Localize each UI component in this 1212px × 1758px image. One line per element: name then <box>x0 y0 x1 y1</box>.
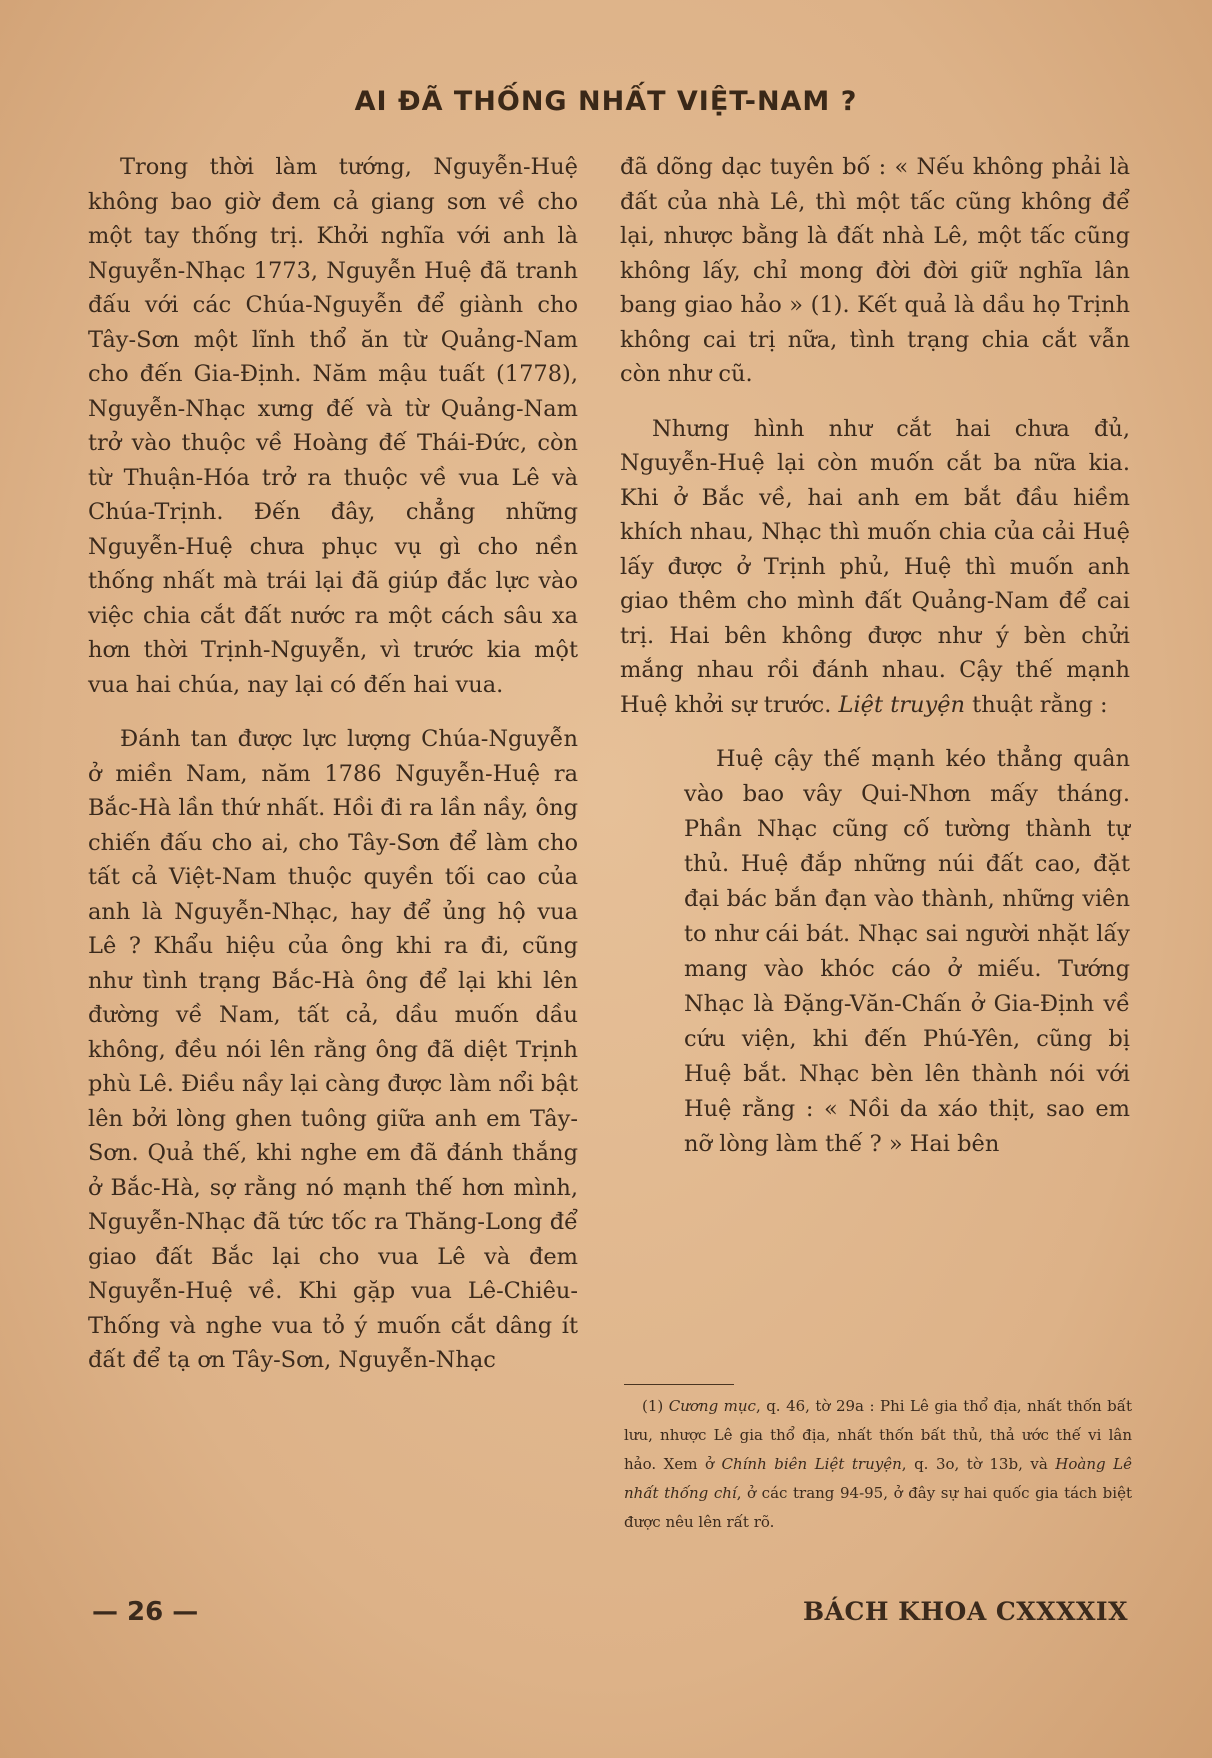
page-title: AI ĐÃ THỐNG NHẤT VIỆT-NAM ? <box>354 86 858 117</box>
footnote <box>624 1392 1132 1537</box>
footnote-text: , q. 3o, tờ 13b, và <box>901 1455 1048 1473</box>
block-quote: Huệ cậy thế mạnh kéo thẳng quân vào bao vây Qui-Nhơn mấy tháng. Phần Nhạc cũng cố tường thành tự thủ. Huệ đắp những núi đất cao, đặt đại bác bắn đạn vào thành, những viên to như cái bát. Nhạc sai người nhặt lấy mang vào khóc cáo ở miếu. Tướng Nhạc là Đặng-Văn-Chấn ở Gia-Định về cứu viện, khi đến Phú-Yên, cũng bị Huệ bắt. Nhạc bèn lên thành nói với Huệ rằng : « Nồi da xáo thịt, sao em nỡ lòng làm thế ? » Hai bên <box>684 746 1130 1157</box>
footnote-text: , q. 46, tờ 29a : Phi Lê gia thổ địa, nhất thốn bất lưu, nhược Lê gia thổ địa, nhất thốn bất thủ, thả ước thế vi lân hảo. Xem ở <box>624 1397 1132 1473</box>
italic-title: Liệt truyện <box>838 691 965 718</box>
footnote-marker: (1) <box>642 1397 664 1415</box>
paragraph <box>620 412 1130 723</box>
footnote-source: Cương mục <box>668 1397 756 1415</box>
right-column <box>620 150 1130 1162</box>
paragraph-text: thuật rằng : <box>972 691 1108 718</box>
magazine-name: BÁCH KHOA CXXXXIX <box>802 1597 1128 1626</box>
footnote-divider <box>624 1384 734 1385</box>
footnote-text: , ở các trang 94-95, ở đây sự hai quốc gia tách biệt được nêu lên rất rõ. <box>624 1484 1132 1531</box>
left-column <box>88 150 578 1398</box>
paragraph-text: Nhưng hình như cắt hai chưa đủ, Nguyễn-Huệ lại còn muốn cắt ba nữa kia. Khi ở Bắc về, hai anh em bắt đầu hiềm khích nhau, Nhạc thì muốn chia của cải Huệ lấy được ở Trịnh phủ, Huệ thì muốn anh giao thêm cho mình đất Quảng-Nam để cai trị. Hai bên không được như ý bèn chửi mắng nhau rồi đánh nhau. Cậy thế mạnh Huệ khởi sự trước. <box>620 415 1130 718</box>
paragraph: Trong thời làm tướng, Nguyễn-Huệ không bao giờ đem cả giang sơn về cho một tay thống trị. Khởi nghĩa với anh là Nguyễn-Nhạc 1773, Nguyễn Huệ đã tranh đấu với các Chúa-Nguyễn để giành cho Tây-Sơn một lĩnh thổ ăn từ Quảng-Nam cho đến Gia-Định. Năm mậu tuất (1778), Nguyễn-Nhạc xưng đế và từ Quảng-Nam trở vào thuộc về Hoàng đế Thái-Đức, còn từ Thuận-Hóa trở ra thuộc về vua Lê và Chúa-Trịnh. Đến đây, chẳng những Nguyễn-Huệ chưa phục vụ gì cho nền thống nhất mà trái lại đã giúp đắc lực vào việc chia cắt đất nước ra một cách sâu xa hơn thời Trịnh-Nguyễn, vì trước kia một vua hai chúa, nay lại có đến hai vua. <box>88 154 578 698</box>
page-number: — 26 — <box>92 1597 199 1627</box>
paragraph: Đánh tan được lực lượng Chúa-Nguyễn ở miền Nam, năm 1786 Nguyễn-Huệ ra Bắc-Hà lần thứ nhất. Hồi đi ra lần nầy, ông chiến đấu cho ai, cho Tây-Sơn để làm cho tất cả Việt-Nam thuộc quyền tối cao của anh là Nguyễn-Nhạc, hay để ủng hộ vua Lê ? Khẩu hiệu của ông khi ra đi, cũng như tình trạng Bắc-Hà ông để lại khi lên đường về Nam, tất cả, dầu muốn dầu không, đều nói lên rằng ông đã diệt Trịnh phù Lê. Điều nầy lại càng được làm nổi bật lên bởi lòng ghen tuông giữa anh em Tây-Sơn. Quả thế, khi nghe em đã đánh thắng ở Bắc-Hà, sợ rằng nó mạnh thế hơn mình, Nguyễn-Nhạc đã tức tốc ra Thăng-Long để giao đất Bắc lại cho vua Lê và đem Nguyễn-Huệ về. Khi gặp vua Lê-Chiêu-Thống và nghe vua tỏ ý muốn cắt dâng ít đất để tạ ơn Tây-Sơn, Nguyễn-Nhạc <box>88 726 578 1373</box>
footnote-source: Hoàng Lê nhất thống chí <box>624 1455 1132 1502</box>
paragraph: đã dõng dạc tuyên bố : « Nếu không phải là đất của nhà Lê, thì một tấc cũng không để lại, nhược bằng là đất nhà Lê, một tấc cũng không lấy, chỉ mong đời đời giữ nghĩa lân bang giao hảo » (1). Kết quả là dầu họ Trịnh không cai trị nữa, tình trạng chia cắt vẫn còn như cũ. <box>620 154 1130 387</box>
footnote-source: Chính biên Liệt truyện <box>721 1455 902 1473</box>
